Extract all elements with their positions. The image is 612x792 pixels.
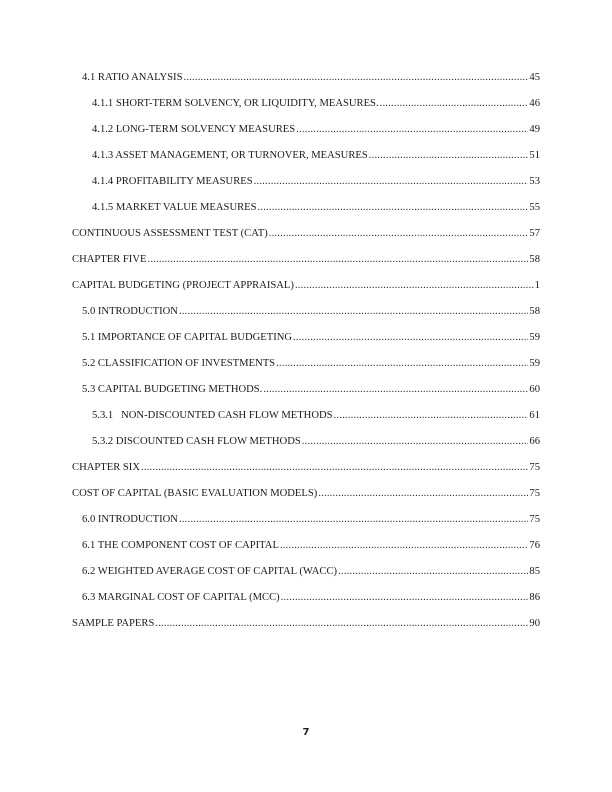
- toc-entry[interactable]: [72, 616, 540, 642]
- toc-entry-title: CAPITAL BUDGETING (PROJECT APPRAISAL): [72, 280, 294, 291]
- toc-entry-page: 75: [529, 514, 540, 525]
- toc-entry-title: 5.0 INTRODUCTION: [82, 306, 178, 317]
- toc-entry[interactable]: [72, 252, 540, 278]
- dot-leader: [179, 512, 528, 528]
- dot-leader: [179, 304, 528, 320]
- toc-entry-title: CHAPTER FIVE: [72, 254, 147, 265]
- dot-leader: [338, 564, 528, 580]
- toc-entry-page: 58: [529, 306, 540, 317]
- toc-entry-title: 5.3.2 DISCOUNTED CASH FLOW METHODS: [92, 436, 301, 447]
- toc-entry-page: 59: [529, 332, 540, 343]
- toc-entry-title: 6.2 WEIGHTED AVERAGE COST OF CAPITAL (WACC): [82, 566, 338, 577]
- dot-leader: [281, 590, 529, 606]
- toc-entry-page: 46: [529, 98, 540, 109]
- toc-entry-title: CONTINUOUS ASSESSMENT TEST (CAT): [72, 228, 268, 239]
- toc-entry[interactable]: [72, 590, 540, 616]
- toc-entry[interactable]: [72, 122, 540, 148]
- table-of-contents: [72, 70, 540, 642]
- dot-leader: [295, 278, 534, 294]
- toc-entry[interactable]: [72, 486, 540, 512]
- toc-entry-page: 49: [529, 124, 540, 135]
- toc-entry-title: 4.1.5 MARKET VALUE MEASURES: [92, 202, 257, 213]
- dot-leader: [280, 538, 528, 554]
- toc-entry[interactable]: [72, 408, 540, 434]
- toc-entry-title: 5.2 CLASSIFICATION OF INVESTMENTS: [82, 358, 276, 369]
- dot-leader: [155, 616, 528, 632]
- toc-entry-title: CHAPTER SIX: [72, 462, 140, 473]
- toc-entry-page: 55: [529, 202, 540, 213]
- toc-entry-page: 1: [534, 280, 540, 291]
- toc-entry-title: 6.0 INTRODUCTION: [82, 514, 178, 525]
- toc-entry[interactable]: [72, 70, 540, 96]
- toc-entry-page: 58: [529, 254, 540, 265]
- dot-leader: [276, 356, 528, 372]
- toc-entry-page: 61: [529, 410, 540, 421]
- toc-entry-title: 6.1 THE COMPONENT COST OF CAPITAL: [82, 540, 279, 551]
- toc-entry-page: 85: [529, 566, 540, 577]
- dot-leader: [147, 252, 528, 268]
- toc-entry-page: 45: [529, 72, 540, 83]
- toc-entry-title: 5.1 IMPORTANCE OF CAPITAL BUDGETING: [82, 332, 293, 343]
- toc-entry[interactable]: [72, 148, 540, 174]
- dot-leader: [293, 330, 528, 346]
- dot-leader: [254, 174, 529, 190]
- toc-entry-page: 53: [529, 176, 540, 187]
- toc-entry[interactable]: [72, 564, 540, 590]
- toc-entry-page: 75: [529, 462, 540, 473]
- toc-entry[interactable]: [72, 278, 540, 304]
- toc-entry-page: 76: [529, 540, 540, 551]
- toc-entry-title: 4.1 RATIO ANALYSIS: [82, 72, 183, 83]
- toc-entry[interactable]: [72, 330, 540, 356]
- toc-entry[interactable]: [72, 356, 540, 382]
- toc-entry-title: 4.1.2 LONG-TERM SOLVENCY MEASURES: [92, 124, 296, 135]
- toc-entry-page: 51: [529, 150, 540, 161]
- dot-leader: [258, 200, 529, 216]
- toc-entry-page: 90: [529, 618, 540, 629]
- dot-leader: [141, 460, 528, 476]
- dot-leader: [296, 122, 528, 138]
- dot-leader: [269, 226, 529, 242]
- toc-entry[interactable]: [72, 434, 540, 460]
- toc-entry-title: 5.3 CAPITAL BUDGETING METHODS.: [82, 384, 263, 395]
- dot-leader: [302, 434, 529, 450]
- toc-entry-page: 57: [529, 228, 540, 239]
- toc-entry-title: 4.1.1 SHORT-TERM SOLVENCY, OR LIQUIDITY, MEASURES.: [92, 98, 379, 109]
- toc-entry-title: 5.3.1 NON-DISCOUNTED CASH FLOW METHODS: [92, 410, 333, 421]
- dot-leader: [318, 486, 528, 502]
- dot-leader: [183, 70, 528, 86]
- page-number: 7: [302, 727, 310, 738]
- toc-entry[interactable]: [72, 96, 540, 122]
- toc-entry-page: 59: [529, 358, 540, 369]
- toc-entry[interactable]: [72, 304, 540, 330]
- toc-entry-title: 4.1.4 PROFITABILITY MEASURES: [92, 176, 253, 187]
- dot-leader: [380, 96, 529, 112]
- dot-leader: [263, 382, 528, 398]
- toc-entry-page: 66: [529, 436, 540, 447]
- toc-entry-title: 6.3 MARGINAL COST OF CAPITAL (MCC): [82, 592, 280, 603]
- toc-entry-title: 4.1.3 ASSET MANAGEMENT, OR TURNOVER, MEASURES: [92, 150, 368, 161]
- toc-entry[interactable]: [72, 382, 540, 408]
- toc-entry-title: COST OF CAPITAL (BASIC EVALUATION MODELS): [72, 488, 318, 499]
- toc-entry[interactable]: [72, 200, 540, 226]
- toc-entry[interactable]: [72, 538, 540, 564]
- toc-entry[interactable]: [72, 226, 540, 252]
- toc-entry-page: 75: [529, 488, 540, 499]
- toc-entry-page: 86: [529, 592, 540, 603]
- dot-leader: [369, 148, 529, 164]
- toc-entry[interactable]: [72, 174, 540, 200]
- toc-entry[interactable]: [72, 460, 540, 486]
- toc-entry-page: 60: [529, 384, 540, 395]
- toc-entry[interactable]: [72, 512, 540, 538]
- toc-entry-title: SAMPLE PAPERS: [72, 618, 155, 629]
- dot-leader: [334, 408, 529, 424]
